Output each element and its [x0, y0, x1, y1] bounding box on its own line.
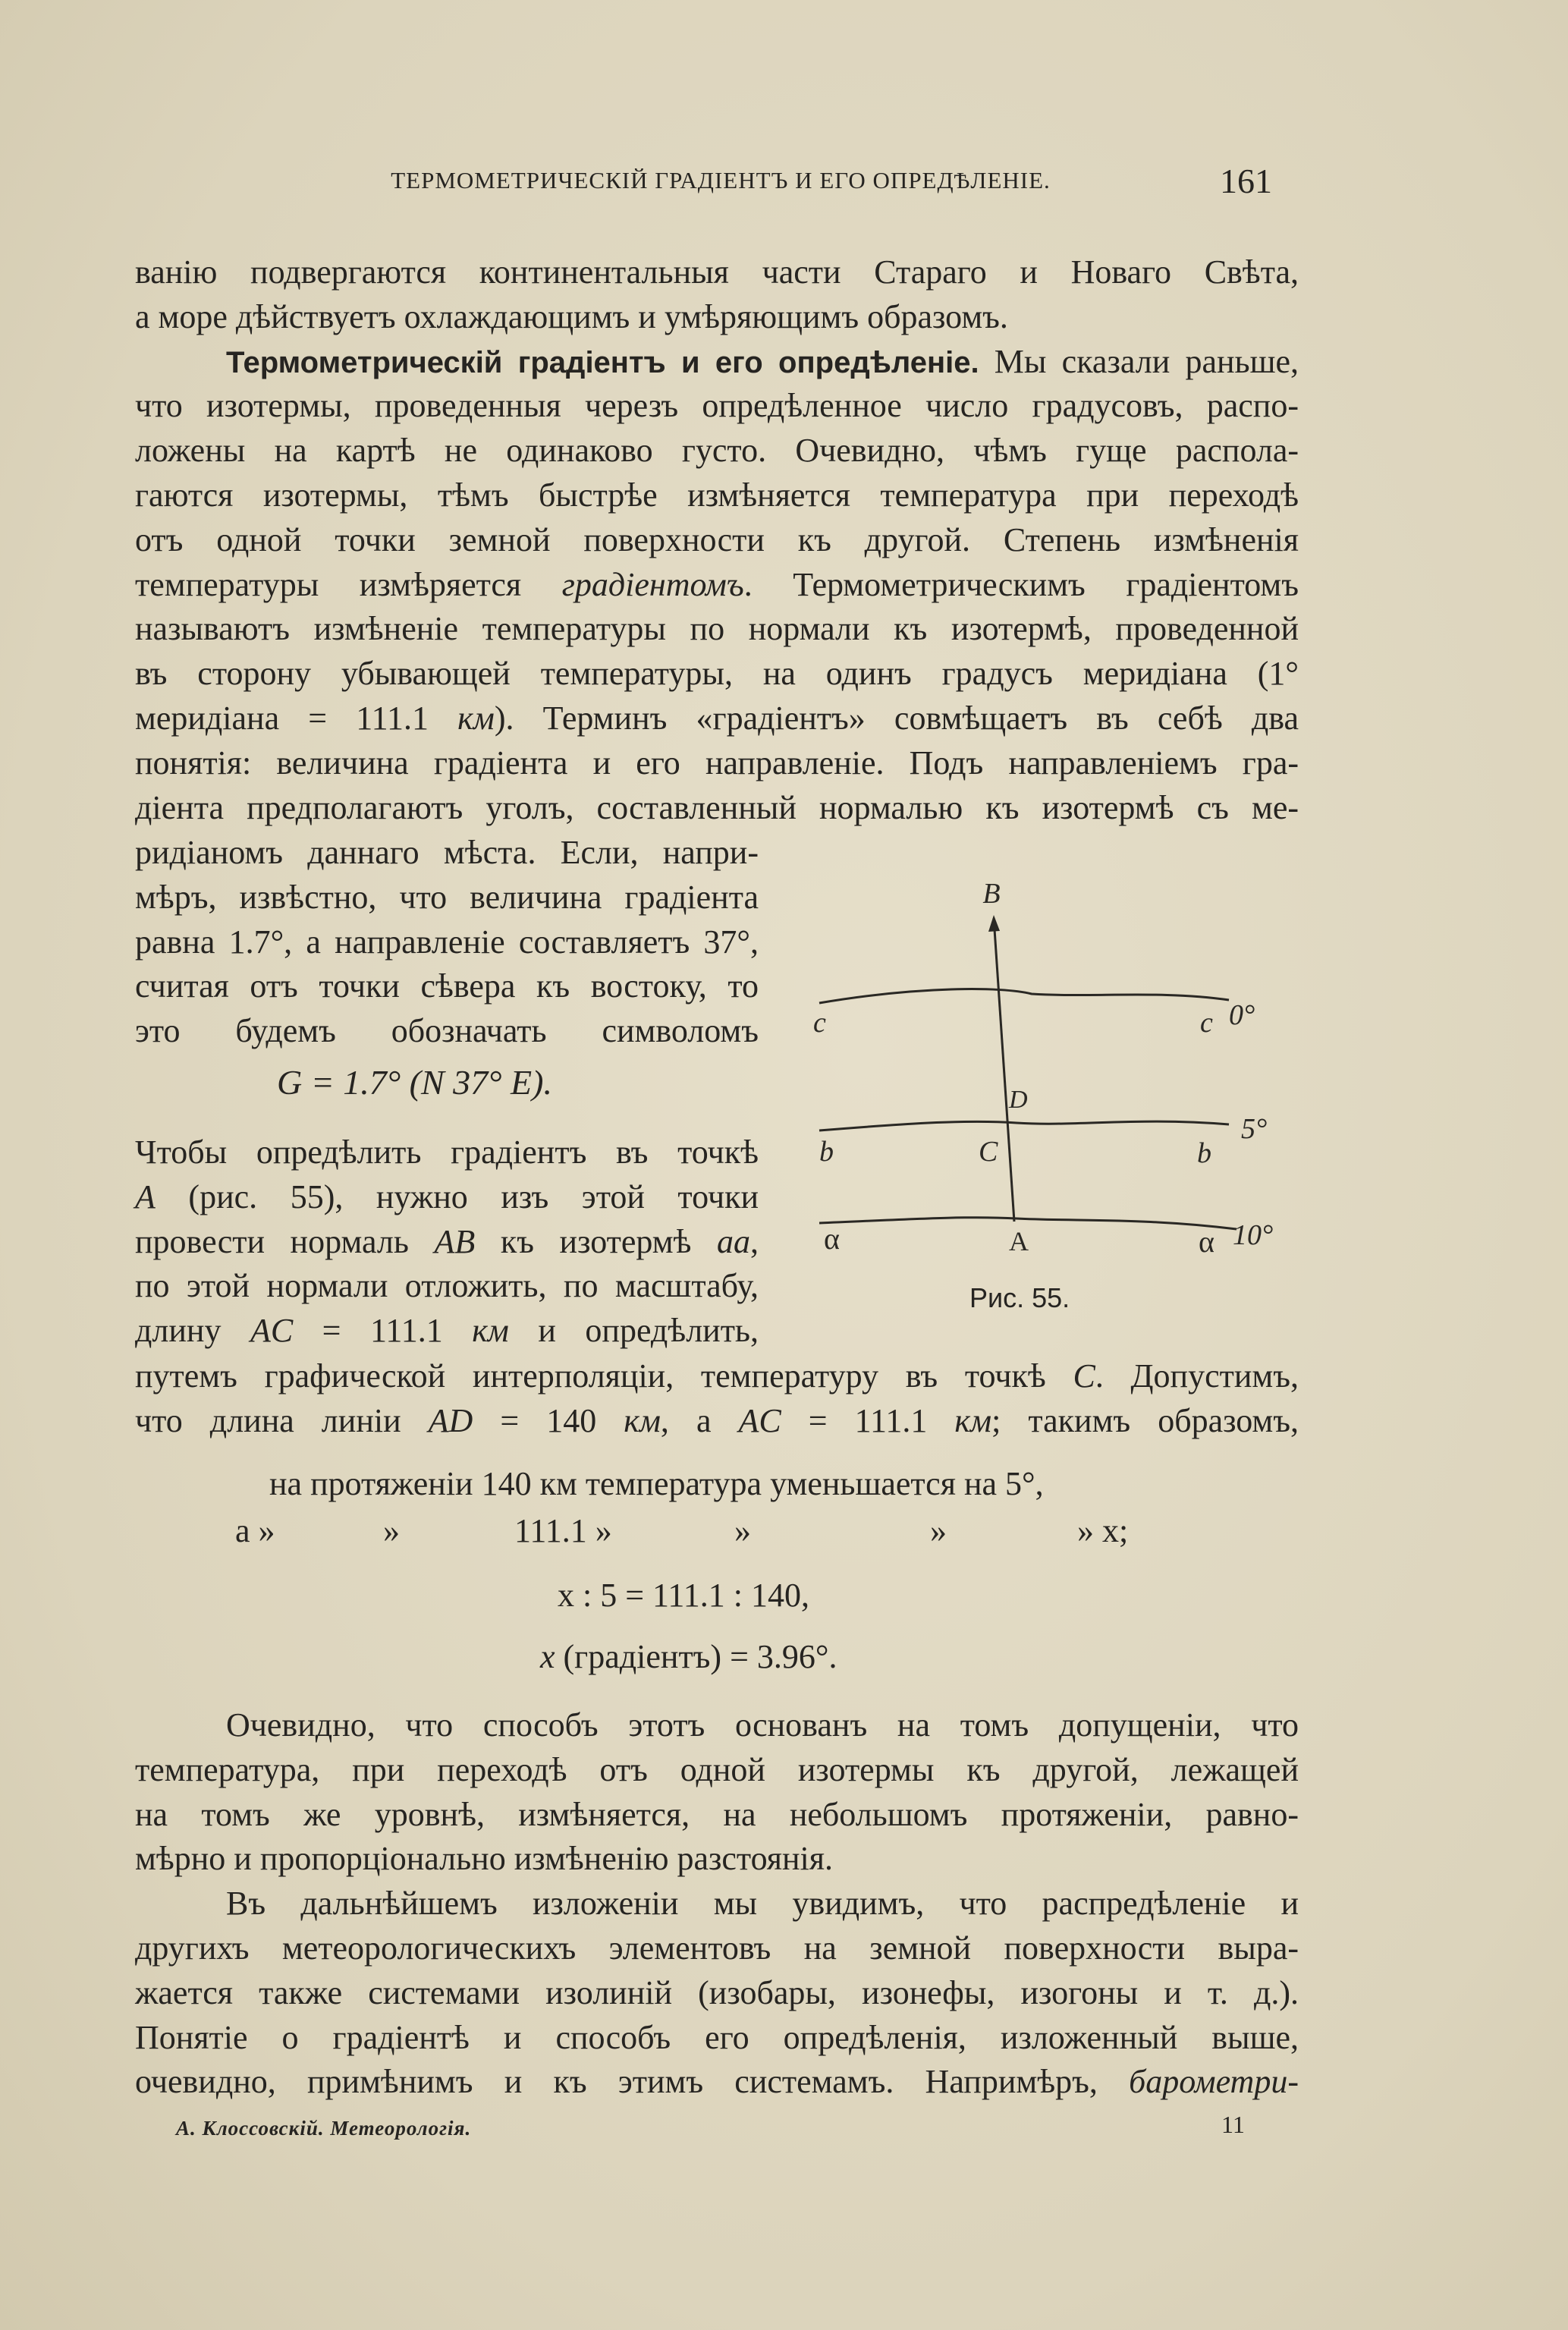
label-b-left: b: [819, 1136, 834, 1168]
text-line: [135, 1175, 759, 1220]
italic-term: градіентомъ: [561, 565, 744, 603]
text-line: ложены на картѣ не одинаково густо. Очевидно, чѣмъ гуще распола-: [135, 432, 1299, 470]
text-run: ; такимъ образомъ,: [991, 1401, 1299, 1439]
text-run: и опредѣлить,: [508, 1312, 759, 1350]
text-run: , а: [660, 1401, 739, 1439]
text-run: длину: [135, 1312, 250, 1350]
text-run: температуры измѣряется: [135, 565, 562, 603]
normal-line-AB: [994, 918, 1014, 1222]
label-A: A: [1009, 1226, 1029, 1256]
figure-caption: Рис. 55.: [969, 1282, 1070, 1313]
text-line: считая отъ точки сѣвера къ востоку, то: [135, 967, 759, 1005]
text-line: на томъ же уровнѣ, измѣняется, на небольшомъ протяженіи, равно-: [135, 1795, 1299, 1833]
text-line: Чтобы опредѣлить градіентъ въ точкѣ: [135, 1134, 759, 1171]
narrow-column-top: [135, 831, 759, 1054]
display-row-2-ditto: »: [734, 1512, 751, 1549]
italic-segment: AC: [250, 1312, 294, 1350]
text-line: мѣрно и пропорціонально измѣненію разстоянія.: [135, 1840, 833, 1878]
paragraph-top: [135, 250, 1299, 830]
display-row-2-a: а »: [235, 1512, 275, 1549]
text-line: діента предполагаютъ уголъ, составленный нормалью къ изотермѣ съ ме-: [135, 788, 1299, 826]
italic-point: C: [1073, 1357, 1095, 1395]
text-line: Очевидно, что способъ этотъ основанъ на томъ допущеніи, что: [226, 1706, 1299, 1744]
text-run: путемъ графической интерполяціи, температуру въ точкѣ: [135, 1357, 1073, 1395]
text-line: въ сторону убывающей температуры, на одинъ градусъ меридіана (1°: [135, 655, 1299, 693]
text-line: другихъ метеорологическихъ элементовъ на земной поверхности выра-: [135, 1929, 1299, 1967]
label-c-left: c: [813, 1007, 826, 1039]
page-number: 161: [1220, 162, 1272, 200]
text-run: (рис. 55), нужно изъ этой точки: [155, 1178, 759, 1215]
text-line: ридіаномъ даннаго мѣста. Если, напри-: [135, 834, 759, 871]
text-run: ,: [750, 1222, 759, 1260]
isotherm-0: [819, 989, 1229, 1003]
isotherm-label-10: 10°: [1233, 1219, 1274, 1251]
formula-gradient-symbol: G = 1.7° (N 37° E).: [277, 1063, 552, 1102]
italic-segment: AC: [738, 1401, 781, 1439]
italic-segment: AB: [434, 1222, 476, 1260]
text-line: это будемъ обозначать символомъ: [135, 1012, 759, 1050]
running-head: ТЕРМОМЕТРИЧЕСКІЙ ГРАДІЕНТЪ И ЕГО ОПРЕДѢЛЕНІЕ.: [391, 167, 1051, 193]
label-C: C: [979, 1136, 998, 1168]
text-run: ). Терминъ «градіентъ» совмѣщаетъ въ себѣ два: [494, 699, 1299, 737]
italic-point: A: [135, 1178, 156, 1215]
figure-55-isotherm-diagram: [804, 873, 1290, 1328]
signature-mark: 11: [1221, 2111, 1245, 2138]
label-D: D: [1009, 1086, 1028, 1114]
text-run: меридіана = 111.1: [135, 699, 458, 737]
italic-unit: км: [472, 1312, 509, 1350]
section-heading: Термометрическій градіентъ и его опредѣленіе.: [226, 345, 979, 379]
display-row-2-ditto: »: [383, 1512, 400, 1549]
italic-unit: км: [954, 1401, 992, 1439]
italic-segment: AD: [428, 1401, 473, 1439]
text-line: равна 1.7°, а направленіе составляетъ 37°,: [135, 923, 759, 961]
text-line: [135, 1399, 1299, 1444]
text-line: [135, 563, 1299, 608]
text-run: . Допустимъ,: [1095, 1357, 1299, 1395]
text-line: называютъ измѣненіе температуры по нормали къ изотермѣ, проведенной: [135, 610, 1299, 648]
text-run: = 111.1: [781, 1401, 955, 1439]
display-row-2-ditto: »: [930, 1512, 947, 1549]
italic-term: барометри-: [1129, 2063, 1299, 2101]
text-line: по этой нормали отложить, по масштабу,: [135, 1267, 759, 1305]
arrow-head-B: [988, 915, 1000, 932]
isotherm-5: [819, 1121, 1229, 1130]
label-b-right: b: [1197, 1137, 1211, 1169]
text-line: Понятіе о градіентѣ и способъ его опредѣленія, изложенный выше,: [135, 2018, 1299, 2056]
text-run: очевидно, примѣнимъ и къ этимъ системамъ. Напримѣръ,: [135, 2063, 1130, 2101]
italic-isotherm: aa: [717, 1222, 751, 1260]
text-line: а море дѣйствуетъ охлаждающимъ и умѣряющимъ образомъ.: [135, 297, 1008, 335]
italic-unit: км: [457, 699, 495, 737]
narrow-column-bottom: [135, 1130, 759, 1354]
text-run: къ изотермѣ: [475, 1222, 718, 1260]
text-line: ванію подвергаются континентальныя части Стараго и Новаго Свѣта,: [135, 253, 1299, 291]
text-line: [135, 1220, 759, 1265]
label-c-right: c: [1200, 1007, 1213, 1039]
text-run: (градіентъ) = 3.96°.: [555, 1638, 837, 1675]
paragraph-after-figure: [135, 1354, 1299, 1444]
text-line: [135, 1354, 1299, 1399]
text-run: = 140: [473, 1401, 624, 1439]
text-line: температура, при переходѣ отъ одной изотермы къ другой, лежащей: [135, 1750, 1299, 1788]
display-row-2-value: 111.1 »: [514, 1512, 612, 1549]
italic-variable: x: [540, 1638, 555, 1675]
text-line: гаются изотермы, тѣмъ быстрѣе измѣняется температура при переходѣ: [135, 476, 1299, 514]
text-line: [135, 1309, 759, 1354]
text-run: = 111.1: [293, 1312, 473, 1350]
label-a-right: α: [1199, 1225, 1214, 1259]
text-line: отъ одной точки земной поверхности къ другой. Степень измѣненія: [135, 520, 1299, 558]
section-first-line: [135, 340, 1299, 385]
isotherm-label-5: 5°: [1241, 1113, 1268, 1145]
text-run: . Термометрическимъ градіентомъ: [743, 565, 1299, 603]
text-line: [135, 2060, 1299, 2105]
text-line: жается также системами изолиній (изобары, изонефы, изогоны и т. д.).: [135, 1973, 1299, 2011]
text-line: мѣръ, извѣстно, что величина градіента: [135, 878, 759, 916]
isotherm-label-0: 0°: [1229, 999, 1255, 1031]
label-B: B: [982, 878, 1001, 910]
text-run: что длина линіи: [135, 1401, 429, 1439]
text-line: Въ дальнѣйшемъ изложеніи мы увидимъ, что распредѣленіе и: [226, 1885, 1299, 1923]
equation-result: [540, 1637, 837, 1676]
footer-author-title: А. Клоссовскій. Метеорологія.: [176, 2117, 472, 2140]
text-run: провести нормаль: [135, 1222, 435, 1260]
display-row-1: на протяженіи 140 км температура уменьшается на 5°,: [269, 1465, 1044, 1502]
text-line: понятія: величина градіента и его направленіе. Подъ направленіемъ гра-: [135, 744, 1299, 781]
equation-proportion: x : 5 = 111.1 : 140,: [558, 1577, 809, 1614]
text-run: Мы сказали раньше,: [979, 342, 1299, 380]
text-line: что изотермы, проведенныя черезъ опредѣленное число градусовъ, распо-: [135, 387, 1299, 425]
display-row-2-end: » x;: [1077, 1512, 1129, 1549]
italic-unit: км: [624, 1401, 661, 1439]
text-line: [135, 696, 1299, 741]
label-a-left: α: [824, 1222, 840, 1256]
paragraph-assumption: [135, 1703, 1299, 2105]
